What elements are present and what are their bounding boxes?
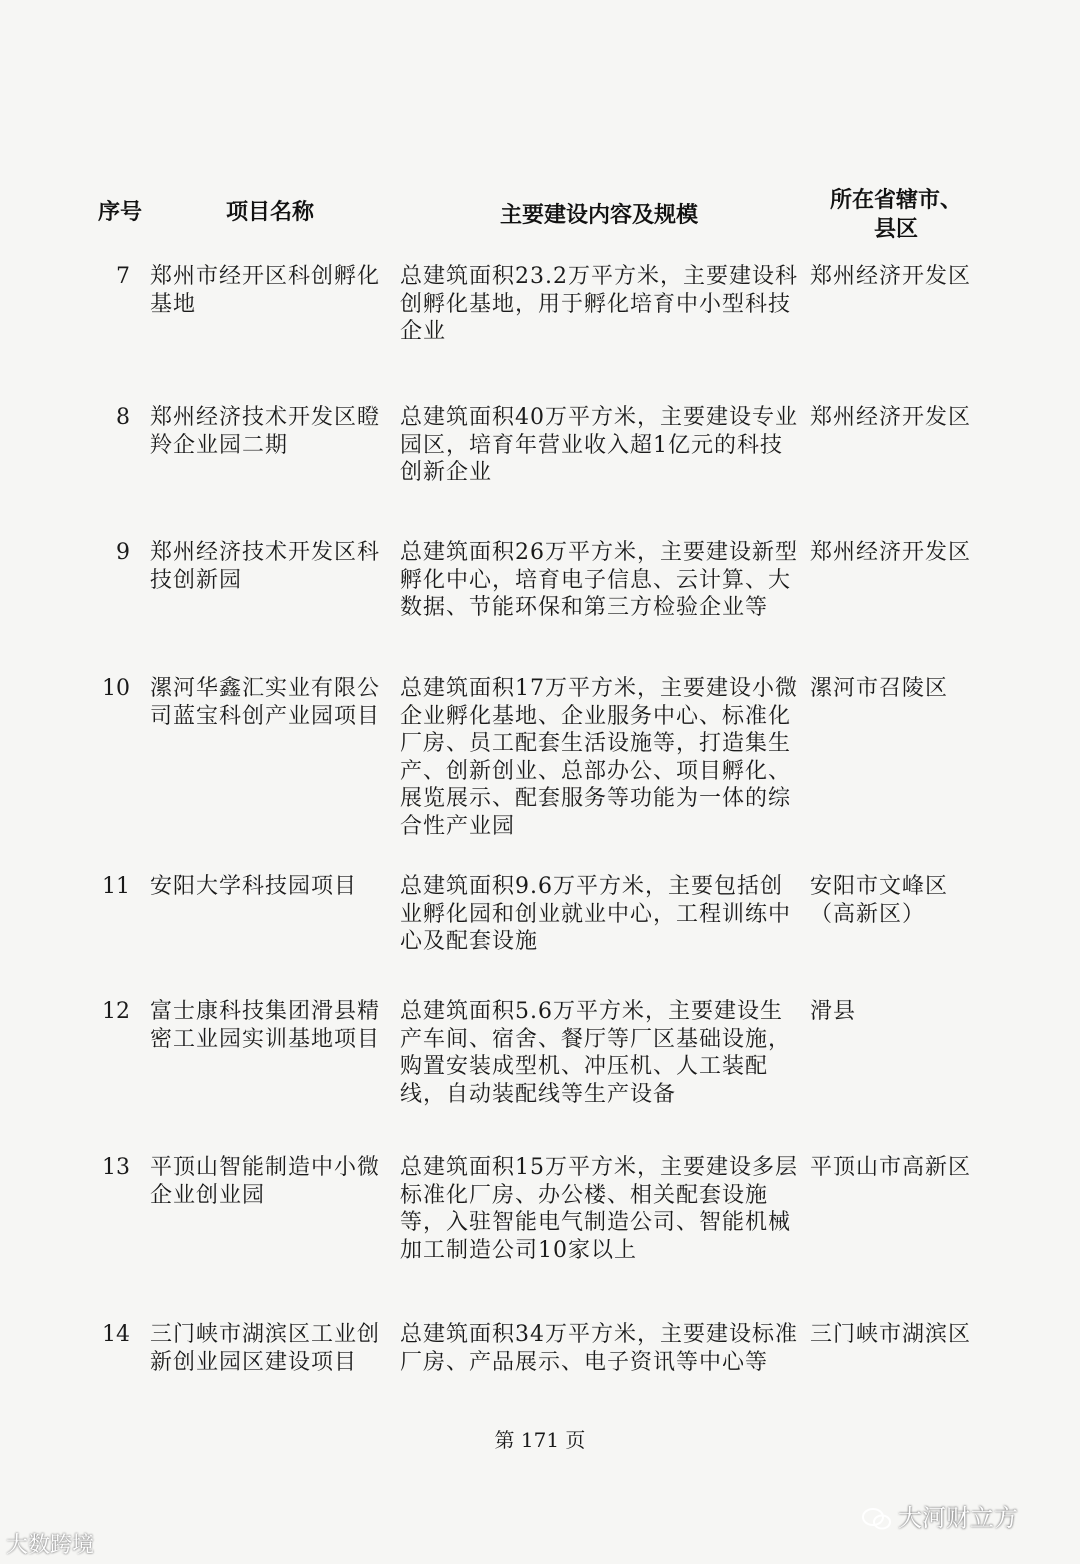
row-content: 总建筑面积9.6万平方米，主要包括创业孵化园和创业就业中心，工程训练中心及配套设施 — [400, 874, 792, 954]
header-index: 序号 — [98, 200, 143, 225]
watermark-right-text: 大河财立方 — [898, 1504, 1018, 1532]
row-content: 总建筑面积17万平方米，主要建设小微企业孵化基地、企业服务中心、标准化厂房、员工配套生活设施等，打造集生产、创新创业、总部办公、项目孵化、展览展示、配套服务等功能为一体的综合性产业园 — [400, 676, 798, 839]
page-number: 第 171 页 — [494, 1428, 586, 1452]
row-index: 9 — [116, 540, 130, 565]
row-content: 总建筑面积15万平方米，主要建设多层标准化厂房、办公楼、相关配套设施等，入驻智能电气制造公司、智能机械加工制造公司10家以上 — [400, 1155, 798, 1263]
row-content: 总建筑面积26万平方米，主要建设新型孵化中心，培育电子信息、云计算、大数据、节能环保和第三方检验企业等 — [400, 540, 798, 620]
row-name: 漯河华鑫汇实业有限公司蓝宝科创产业园项目 — [150, 676, 381, 729]
row-location: 平顶山市高新区 — [810, 1155, 972, 1180]
row-location: 漯河市召陵区 — [810, 676, 949, 701]
row-location: 郑州经济开发区 — [810, 405, 972, 430]
header-content: 主要建设内容及规模 — [500, 203, 699, 228]
row-content: 总建筑面积23.2万平方米，主要建设科创孵化基地，用于孵化培育中小型科技企业 — [400, 264, 798, 344]
row-name: 郑州经济技术开发区科技创新园 — [150, 540, 381, 593]
row-location: 郑州经济开发区 — [810, 540, 972, 565]
row-location: 安阳市文峰区（高新区） — [810, 874, 949, 927]
watermark-right — [862, 1498, 1018, 1533]
row-content: 总建筑面积5.6万平方米，主要建设生产车间、宿舍、餐厅等厂区基础设施，购置安装成型机、冲压机、人工装配线，自动装配线等生产设备 — [400, 999, 792, 1107]
watermark-left-text: 大数跨境 — [6, 1533, 95, 1558]
row-index: 11 — [102, 874, 130, 899]
header-location: 所在省辖市、县区 — [829, 188, 962, 242]
header-name: 项目名称 — [226, 200, 315, 225]
row-content: 总建筑面积40万平方米，主要建设专业园区，培育年营业收入超1亿元的科技创新企业 — [400, 405, 798, 485]
row-location: 郑州经济开发区 — [810, 264, 972, 289]
watermark-left — [6, 1528, 94, 1559]
row-location: 滑县 — [810, 999, 857, 1024]
row-index: 8 — [116, 405, 130, 430]
row-name: 郑州市经开区科创孵化基地 — [150, 264, 381, 317]
row-index: 14 — [102, 1322, 130, 1347]
wechat-icon — [862, 1507, 892, 1531]
row-index: 12 — [102, 999, 130, 1024]
row-content: 总建筑面积34万平方米，主要建设标准厂房、产品展示、电子资讯等中心等 — [400, 1322, 798, 1375]
row-name: 富士康科技集团滑县精密工业园实训基地项目 — [150, 999, 381, 1052]
row-name: 平顶山智能制造中小微企业创业园 — [150, 1155, 381, 1208]
row-name: 三门峡市湖滨区工业创新创业园区建设项目 — [150, 1322, 381, 1375]
row-index: 7 — [116, 264, 130, 289]
row-index: 13 — [102, 1155, 130, 1180]
row-name: 郑州经济技术开发区瞪羚企业园二期 — [150, 405, 381, 458]
row-name: 安阳大学科技园项目 — [150, 874, 358, 899]
row-index: 10 — [102, 676, 130, 701]
row-location: 三门峡市湖滨区 — [810, 1322, 972, 1347]
